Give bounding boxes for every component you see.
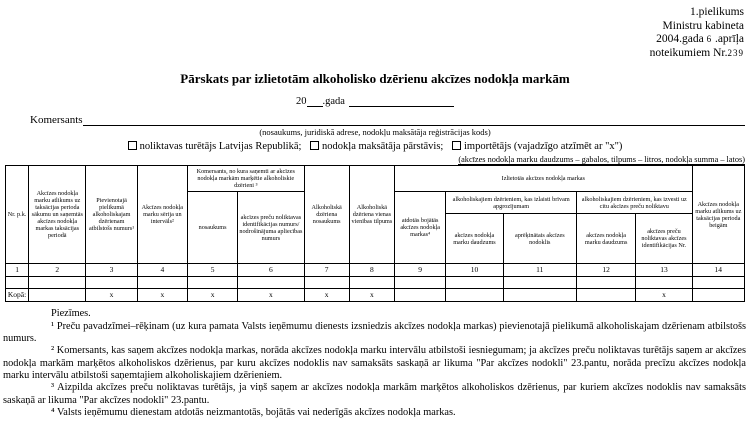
data-cell[interactable]	[692, 277, 744, 289]
data-cell[interactable]	[576, 277, 635, 289]
excise-stamps-report-table	[5, 165, 745, 302]
regulation-reference-block	[0, 0, 750, 60]
total-cell: x	[349, 289, 394, 302]
col-header-annex-number: Pievienotajā pielikumā alkoholiskajam dzērienam atbilstošs numurs¹	[86, 166, 137, 264]
total-cell: x	[86, 289, 137, 302]
data-cell[interactable]	[304, 277, 349, 289]
total-cell: x	[238, 289, 304, 302]
group-header-merchant-received-from: Komersants, no kura saņemti ar akcīzes nodokļa markām marķētie alkoholiskie dzērieni ³	[187, 166, 304, 192]
data-cell[interactable]	[137, 277, 187, 289]
data-cell[interactable]	[636, 277, 692, 289]
taxpayer-representative-option: nodokļa maksātāja pārstāvis;	[310, 141, 443, 152]
merchant-blank-field[interactable]	[83, 113, 745, 126]
footnote-4: ⁴ Valsts ieņēmumu dienestam atdotās neizmantotās, bojātās vai nederīgās akcīzes nodokļa markas.	[51, 407, 456, 418]
notes-section	[3, 308, 746, 419]
regulation-number-line: noteikumiem Nr.239	[649, 46, 744, 59]
total-cell: x	[304, 289, 349, 302]
issuer-line: Ministru kabineta	[662, 19, 744, 32]
merchant-label: Komersants	[30, 114, 83, 127]
annex-number: 1.pielikums	[690, 6, 744, 18]
total-cell: x	[187, 289, 237, 302]
notes-heading: Piezīmes.	[51, 308, 91, 320]
total-cell[interactable]	[576, 289, 635, 302]
group-header-exported-to-warehouse: alkoholiskajiem dzērieniem, kas izvesti uz citu akcīzes preču noliktavu	[576, 192, 692, 214]
data-cell[interactable]	[29, 277, 86, 289]
col-number-cell: 3	[86, 264, 137, 277]
col-number-cell: 1	[6, 264, 29, 277]
col-header-merchant-name: nosaukums	[187, 192, 237, 264]
total-cell: x	[137, 289, 187, 302]
data-cell[interactable]	[238, 277, 304, 289]
total-label-cell: Kopā:	[6, 289, 29, 302]
col-number-cell: 2	[29, 264, 86, 277]
col-header-stamp-quantity-exported: akcīzes nodokļa marku daudzums	[576, 214, 635, 264]
empty-data-row	[6, 277, 745, 289]
footnote-1: ¹ Preču pavadzīmei–rēķinam (uz kura pamata Valsts ieņēmumu dienests izsniedzis akcīzes nodokļa markas) pievienotajā pielikumā alkoholiskajam dzērienam atbilstošs numurs.	[3, 320, 746, 344]
date-line-of-regulation: 2004.gada 6 .aprīļa	[656, 33, 744, 46]
col-header-closing-balance: Akcīzes nodokļa marku atlikums uz taksācijas perioda beigām	[692, 166, 744, 264]
group-header-used-stamps: Izlietotās akcīzes nodokļa markas	[395, 166, 693, 192]
col-header-destination-warehouse-id: akcīzes preču noliktavas akcīzes identifikācijas Nr.	[636, 214, 692, 264]
data-cell[interactable]	[6, 277, 29, 289]
data-cell[interactable]	[446, 277, 503, 289]
importer-option: importētājs (vajadzīgo atzīmēt ar "x")	[452, 141, 622, 152]
data-cell[interactable]	[86, 277, 137, 289]
regulation-day: 6	[706, 34, 713, 45]
col-header-unit-volume: Alkoholiskā dzēriena vienas vienības tilpums	[349, 166, 394, 264]
report-date-line	[0, 96, 750, 107]
units-note: (akcīzes nodokļa marku daudzums – gabalos, tilpums – litros, nodokļa summa – latos)	[458, 155, 745, 165]
col-number-cell: 5	[187, 264, 237, 277]
total-cell[interactable]	[395, 289, 446, 302]
col-header-beverage-name: Alkoholiskā dzēriena nosaukums	[304, 166, 349, 264]
total-cell: x	[636, 289, 692, 302]
data-cell[interactable]	[503, 277, 576, 289]
col-number-cell: 12	[576, 264, 635, 277]
period-blank-field[interactable]	[349, 96, 454, 107]
col-header-stamp-quantity-free: akcīzes nodokļa marku daudzums	[446, 214, 503, 264]
col-header-warehouse-id: akcīzes preču noliktavas identifikācijas numurs/ nodrošinājuma apliecības numurs	[238, 192, 304, 264]
col-header-opening-balance: Akcīzes nodokļa marku atlikums uz taksācijas perioda sākumu un saņemtās akcīzes nodokļa markas taksācijas periodā	[29, 166, 86, 264]
total-cell[interactable]	[503, 289, 576, 302]
group-header-free-circulation: alkoholiskajiem dzērieniem, kas izlaisti brīvam apgrozījumam	[446, 192, 577, 214]
col-number-cell: 9	[395, 264, 446, 277]
merchant-row	[30, 113, 745, 126]
data-cell[interactable]	[395, 277, 446, 289]
footnote-3: ³ Aizpilda akcīzes preču noliktavas turētājs, ja viņš saņem ar akcīzes nodokļa markām marķētos alkoholiskos dzērienus, par kuriem akcīzes nodoklis nav samaksāts saskaņā ar likuma "Par akcīzes nodokli" 23.pantu.	[3, 382, 746, 406]
col-header-returned-damaged: atdotās bojātās akcīzes nodokļa markas⁴	[395, 192, 446, 264]
warehouse-keeper-option: noliktavas turētājs Latvijas Republikā;	[128, 141, 302, 152]
col-header-calculated-tax: aprēķinātais akcīzes nodoklis	[503, 214, 576, 264]
data-cell[interactable]	[187, 277, 237, 289]
col-number-cell: 8	[349, 264, 394, 277]
total-row	[6, 289, 745, 302]
year-prefix: 20	[296, 96, 307, 108]
col-number-cell: 10	[446, 264, 503, 277]
total-cell[interactable]	[446, 289, 503, 302]
col-header-series-interval: Akcīzes nodokļa marku sērija un intervāls²	[137, 166, 187, 264]
col-number-cell: 11	[503, 264, 576, 277]
page-title: Pārskats par izlietotām alkoholisko dzērienu akcīzes nodokļa markām	[180, 71, 570, 87]
col-number-cell: 14	[692, 264, 744, 277]
data-cell[interactable]	[349, 277, 394, 289]
footnote-2: ² Komersants, kas saņem akcīzes nodokļa markas, norāda akcīzes nodokļa marku intervālu atbilstoši iesniegumam; ja akcīzes preču noliktavas turētājs saņem ar akcīzes nodokļa markām marķētos alkoholiskos dzērienus, par kuru akcīzes nodoklis nav samaksāts saskaņā ar likuma "Par akcīzes nodokli" 23.pantu, norāda precīzu akcīzes nodokļa marku intervālu atbilstoši saņemtajiem alkoholiskajiem dzērieniem.	[3, 345, 746, 381]
warehouse-keeper-checkbox-icon[interactable]	[128, 141, 137, 150]
taxpayer-representative-checkbox-icon[interactable]	[310, 141, 319, 150]
col-number-cell: 7	[304, 264, 349, 277]
importer-checkbox-icon[interactable]	[452, 141, 461, 150]
col-number-cell: 4	[137, 264, 187, 277]
total-cell[interactable]	[692, 289, 744, 302]
col-header-nr: Nr. p.k.	[6, 166, 29, 264]
col-number-cell: 13	[636, 264, 692, 277]
total-cell[interactable]	[29, 289, 86, 302]
merchant-caption: (nosaukums, juridiskā adrese, nodokļu maksātāja reģistrācijas kods)	[259, 127, 491, 138]
column-number-row	[6, 264, 745, 277]
gada-label: .gada	[322, 96, 345, 108]
regulation-number: 239	[727, 47, 744, 58]
year-blank-field[interactable]	[307, 96, 323, 107]
declarant-type-line	[0, 141, 750, 152]
col-number-cell: 6	[238, 264, 304, 277]
